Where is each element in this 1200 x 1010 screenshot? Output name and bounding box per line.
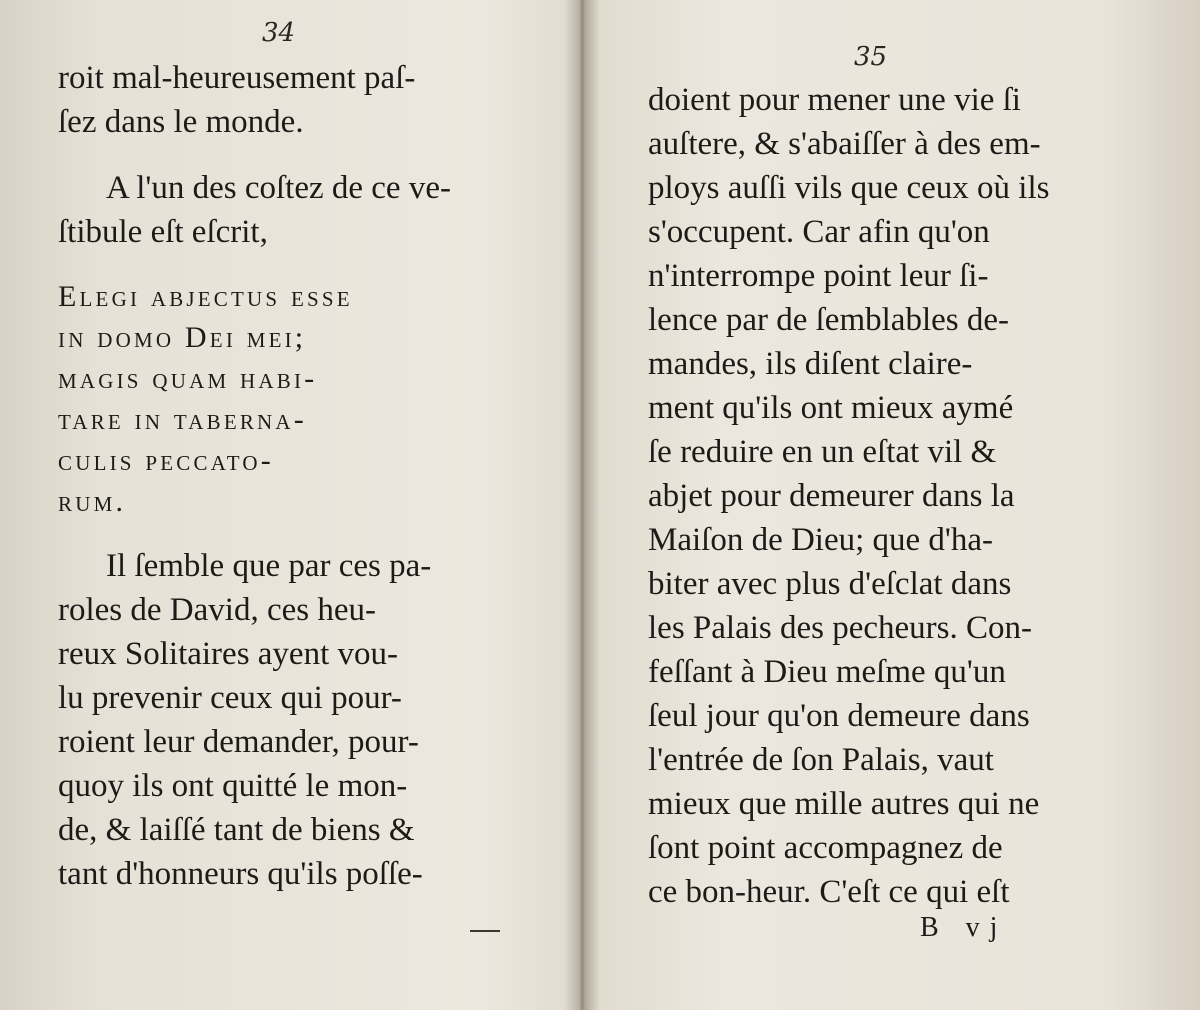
text-line: lu prevenir ceux qui pour- — [58, 680, 402, 716]
latin-quote-line: in domo Dei mei; — [58, 321, 307, 354]
right-page-text — [648, 78, 1049, 914]
text-line: mandes, ils diſent claire- — [648, 346, 973, 382]
footer-rule — [470, 930, 500, 932]
text-line: roles de David, ces heu- — [58, 592, 376, 628]
latin-quote-line: magis quam habi- — [58, 362, 318, 395]
page-number-right: 35 — [854, 42, 888, 72]
text-line: n'interrompe point leur ſi- — [648, 258, 989, 294]
text-line: tant d'honneurs qu'ils poſſe- — [58, 856, 423, 892]
text-line: de, & laiſſé tant de biens & — [58, 812, 415, 848]
text-line: quoy ils ont quitté le mon- — [58, 768, 408, 804]
text-line: ment qu'ils ont mieux aymé — [648, 390, 1014, 426]
text-line: doient pour mener une vie ſi — [648, 82, 1021, 118]
text-line: roient leur demander, pour- — [58, 724, 419, 760]
text-line: abjet pour demeurer dans la — [648, 478, 1015, 514]
text-line: ſtibule eſt eſcrit, — [58, 214, 268, 250]
text-line: auſtere, & s'abaiſſer à des em- — [648, 126, 1041, 162]
text-line: les Palais des pecheurs. Con- — [648, 610, 1032, 646]
latin-quote-line: rum. — [58, 485, 127, 518]
text-line: ſez dans le monde. — [58, 104, 304, 140]
text-line: l'entrée de ſon Palais, vaut — [648, 742, 994, 778]
latin-quote-line: culis peccato- — [58, 444, 274, 477]
text-line: Il ſemble que par ces pa- — [106, 548, 432, 584]
text-line: Maiſon de Dieu; que d'ha- — [648, 522, 994, 558]
signature-mark: B vj — [920, 912, 1008, 943]
text-line: mieux que mille autres qui ne — [648, 786, 1040, 822]
page-number-left: 34 — [262, 18, 296, 48]
text-line: s'occupent. Car afin qu'on — [648, 214, 990, 250]
text-line: A l'un des coſtez de ce ve- — [106, 170, 451, 206]
text-line: reux Solitaires ayent vou- — [58, 636, 398, 672]
right-page — [582, 0, 1200, 1010]
text-line: feſſant à Dieu meſme qu'un — [648, 654, 1006, 690]
latin-quote-line: Elegi abjectus esse — [58, 280, 353, 313]
text-line: roit mal-heureusement paſ- — [58, 60, 416, 96]
text-line: lence par de ſemblables de- — [648, 302, 1009, 338]
left-page-text — [58, 56, 451, 896]
text-line: ſeul jour qu'on demeure dans — [648, 698, 1030, 734]
latin-quote-line: tare in taberna- — [58, 403, 307, 436]
left-page — [0, 0, 578, 1010]
text-line: ſont point accompagnez de — [648, 830, 1003, 866]
text-line: biter avec plus d'eſclat dans — [648, 566, 1012, 602]
text-line: ce bon-heur. C'eſt ce qui eſt — [648, 874, 1010, 910]
text-line: ſe reduire en un eſtat vil & — [648, 434, 997, 470]
text-line: ploys auſſi vils que ceux où ils — [648, 170, 1050, 206]
